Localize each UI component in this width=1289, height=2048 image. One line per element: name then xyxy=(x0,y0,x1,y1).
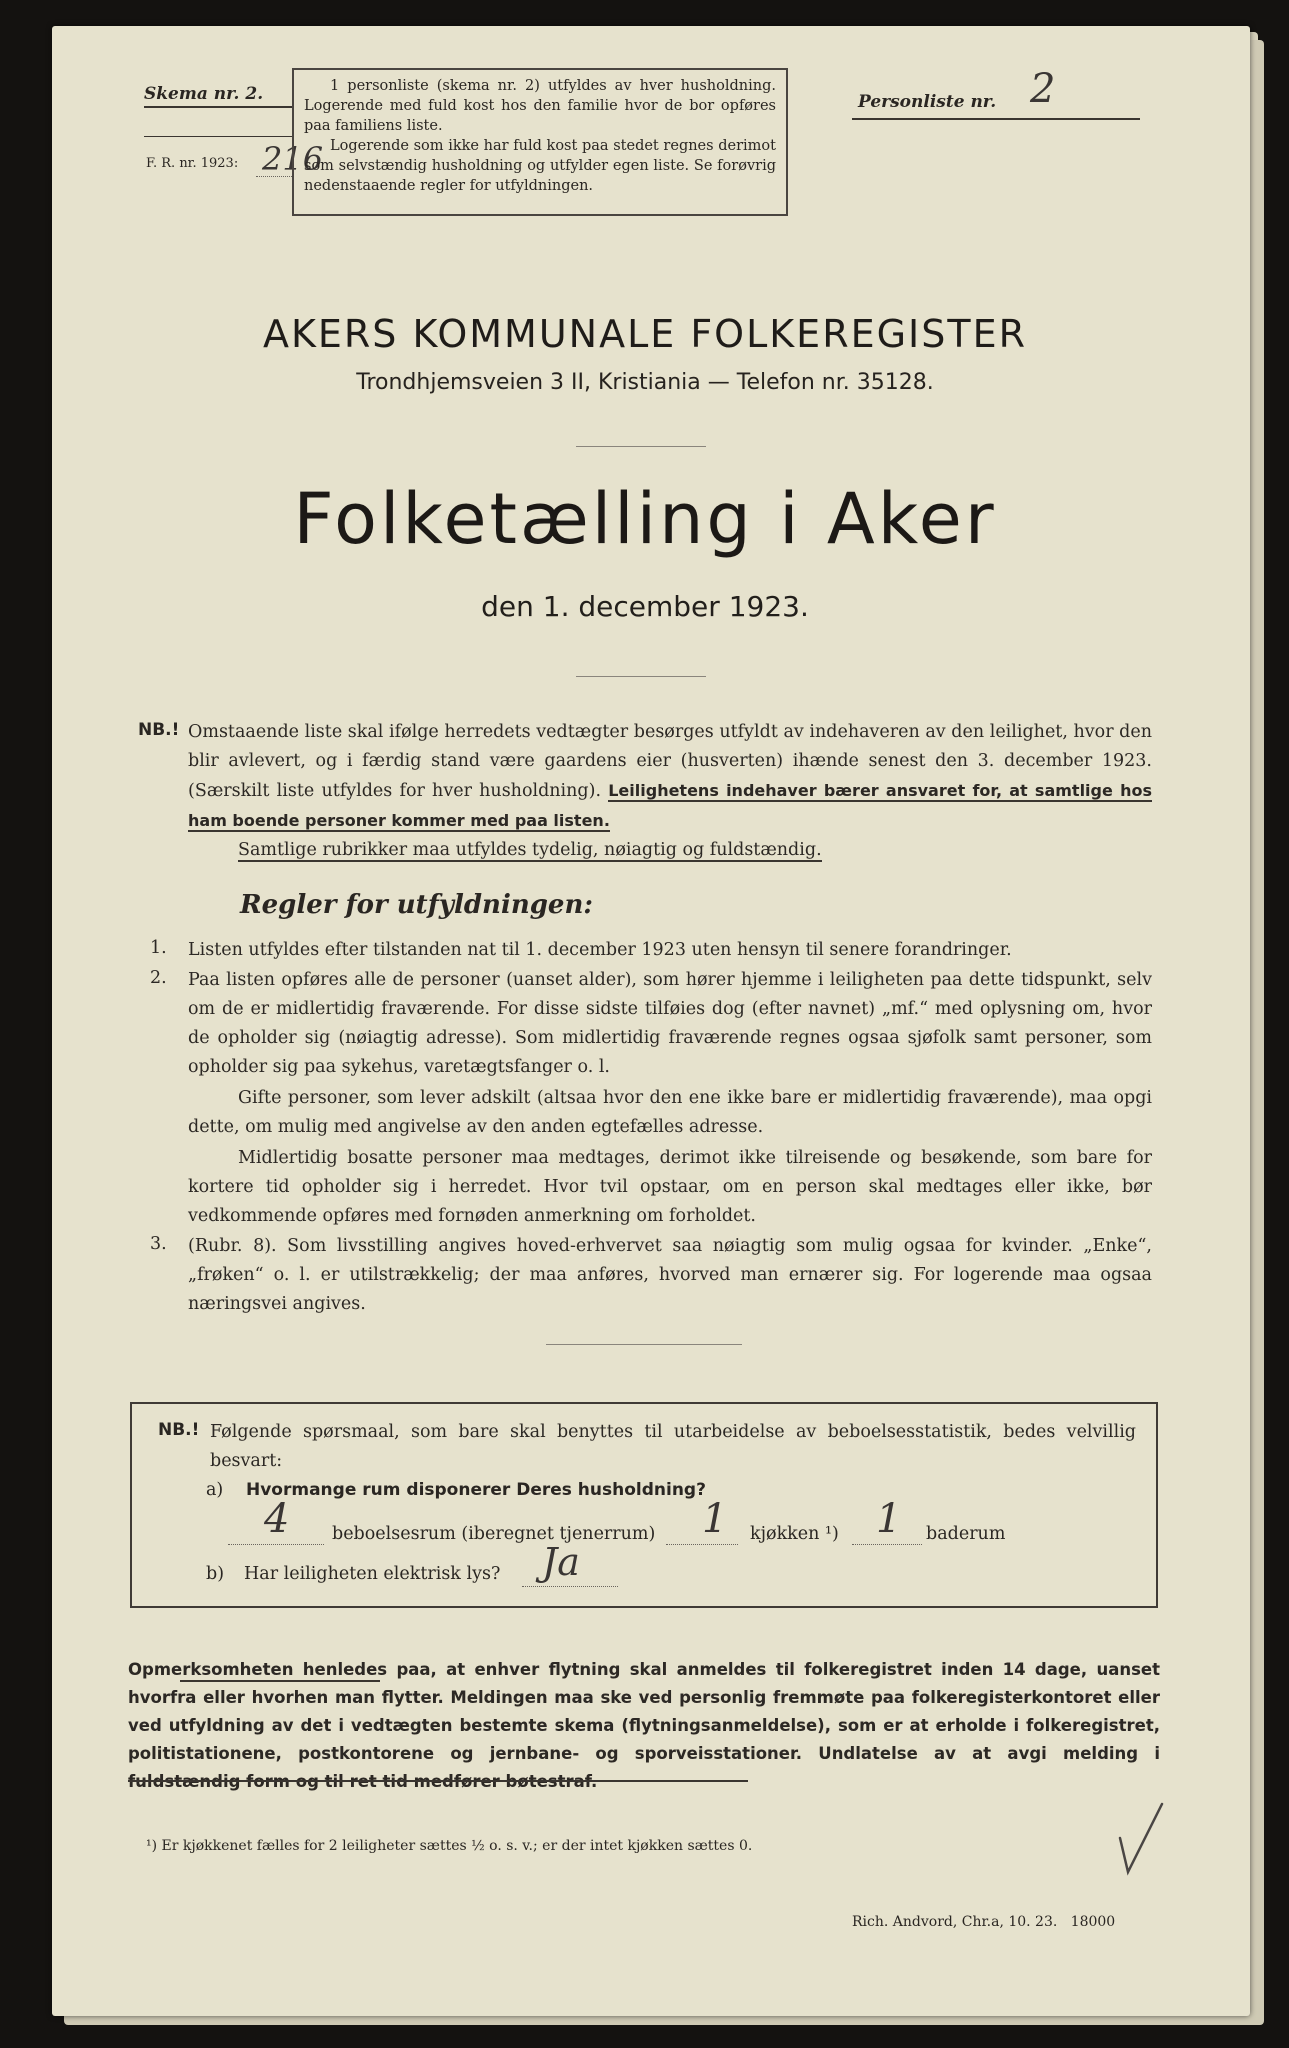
personliste-value: 2 xyxy=(1030,66,1056,112)
question-a-label: a) xyxy=(206,1480,224,1500)
bath-field[interactable] xyxy=(852,1496,922,1545)
moving-notice: Opmerksomheten henledes paa, at enhver flytning skal anmeldes til folkeregistret inden 14 dage, uanset hvorfra eller hvorhen man flytter. Meldingen maa ske ved personlig fremmøte paa folkeregisterkontoret eller ved utfyldning av det i vedtægten bestemte skema (flytningsanmeldelse), som er at erholde i folkeregistret, politistationene, postkontorene og jernbane- og sporveisstationer. Undlatelse av at avgi melding i fuldstændig form og til ret tid medfører bøtestraf. xyxy=(128,1660,1160,1791)
rule-1-text: Listen utfyldes efter tilstanden nat til 1. december 1923 uten hensyn til senere forandringer. xyxy=(188,940,1012,960)
rule-2b-text: Gifte personer, som lever adskilt (altsaa hvor den ene ikke bare er midlertidig fraværende), maa opgi dette, om mulig med angivelse av den anden egtefælles adresse. xyxy=(188,1088,1152,1137)
box-text-2: Logerende som ikke har fuld kost paa stedet regnes derimot som selvstændig husholdning og utfylder egen liste. Se forøvrig nedenstaaende regler for utfyldningen. xyxy=(304,138,776,194)
divider-top xyxy=(576,446,706,447)
fr-label: F. R. nr. 1923: xyxy=(146,156,239,171)
electric-value: Ja xyxy=(542,1540,580,1584)
divider-mid xyxy=(576,676,706,677)
rule-2-text: Paa listen opføres alle de personer (uanset alder), som hører hjemme i leiligheten paa dette tidspunkt, selv om de er midlertidig fraværende. For disse sidste tilføies dog (efter navnet) „mf.“ med oplysning om, hvor de opholder sig (nøiagtig adresse). Som midlertidig fraværende regnes ogsaa sjøfolk samt personer, som opholder sig paa sykehus, varetægtsfanger o. l. xyxy=(188,970,1152,1077)
skema-divider xyxy=(144,136,292,137)
divider-bottom xyxy=(546,1344,742,1345)
rule-3-number: 3. xyxy=(150,1234,167,1254)
electric-field[interactable] xyxy=(522,1540,618,1587)
notice-underline-2 xyxy=(128,1780,748,1782)
question-b-text: Har leiligheten elektrisk lys? xyxy=(244,1564,501,1584)
nb-completeness xyxy=(238,836,1152,865)
question-a-text: Hvormange rum disponerer Deres husholdning? xyxy=(246,1480,706,1500)
rule-3-text: (Rubr. 8). Som livsstilling angives hoved-erhvervet saa nøiagtig som mulig ogsaa for kvinder. „Enke“, „frøken“ o. l. er utilstrækkelig; der maa anføres, hvorved man ernærer sig. For logerende maa ogsaa næringsvei angives. xyxy=(188,1236,1152,1314)
checkmark-icon xyxy=(1110,1800,1170,1880)
fr-value: 216 xyxy=(262,140,324,178)
kitchen-value: 1 xyxy=(702,1496,728,1542)
printer-imprint: Rich. Andvord, Chr.a, 10. 23. 18000 xyxy=(852,1914,1116,1930)
personliste-label: Personliste nr. xyxy=(858,92,997,112)
office-name: AKERS KOMMUNALE FOLKEREGISTER xyxy=(262,312,1028,356)
rules-title: Regler for utfyldningen: xyxy=(240,890,593,920)
rooms-label: beboelsesrum (iberegnet tjenerrum) xyxy=(332,1524,656,1544)
nb-paragraph xyxy=(188,718,1152,836)
question-b-label: b) xyxy=(206,1564,225,1584)
rule-2c-text: Midlertidig bosatte personer maa medtages, derimot ikke tilreisende og besøkende, som bare for kortere tid opholder sig i herredet. Hvor tvil opstaar, om en person skal medtages eller ikke, bør vedkommende opføres med fornøden anmerkning om forholdet. xyxy=(188,1148,1152,1226)
nb-completeness-text: Samtlige rubrikker maa utfyldes tydelig, nøiagtig og fuldstændig. xyxy=(238,840,822,860)
skema-label: Skema nr. 2. xyxy=(144,84,264,104)
footnote: ¹) Er kjøkkenet fælles for 2 leiligheter sættes ½ o. s. v.; er der intet kjøkken sættes 0. xyxy=(146,1838,753,1854)
rule-2-number: 2. xyxy=(150,968,167,988)
skema-underline xyxy=(144,106,292,108)
questions-nb-label: NB.! xyxy=(158,1420,200,1440)
kitchen-field[interactable] xyxy=(666,1496,738,1545)
fr-underline xyxy=(256,176,292,177)
instruction-box xyxy=(292,68,788,216)
bath-label: baderum xyxy=(926,1524,1006,1544)
box-text-1: 1 personliste (skema nr. 2) utfyldes av hver husholdning. Logerende med fuld kost hos den familie hvor de bor opføres paa familiens liste. xyxy=(304,78,776,134)
nb-label: NB.! xyxy=(138,720,180,740)
rooms-value: 4 xyxy=(264,1496,290,1542)
questions-intro: Følgende spørsmaal, som bare skal benyttes til utarbeidelse av beboelsesstatistik, bedes velvillig besvart: xyxy=(210,1422,1136,1471)
rooms-field[interactable] xyxy=(228,1496,324,1545)
page-title: Folketælling i Aker xyxy=(293,478,997,560)
kitchen-label: kjøkken ¹) xyxy=(750,1524,839,1544)
page-subtitle: den 1. december 1923. xyxy=(481,590,809,623)
notice-underline-1 xyxy=(180,1680,380,1682)
nb-text: Omstaaende liste skal ifølge herredets vedtægter besørges utfyldt av indehaveren av den leilighet, hvor den blir avlevert, og i færdig stand være gaardens eier (husverten) ihænde senest den 3. december 1923. (Særskilt liste utfyldes for hver husholdning). xyxy=(188,722,1152,801)
personliste-underline xyxy=(852,118,1140,120)
rule-1-number: 1. xyxy=(150,938,167,958)
office-address: Trondhjemsveien 3 II, Kristiania — Telefon nr. 35128. xyxy=(356,370,934,395)
bath-value: 1 xyxy=(876,1496,902,1542)
nb-responsibility: Leilighetens indehaver bærer ansvaret for, at samtlige hos ham boende personer kommer med paa listen. xyxy=(188,781,1152,830)
